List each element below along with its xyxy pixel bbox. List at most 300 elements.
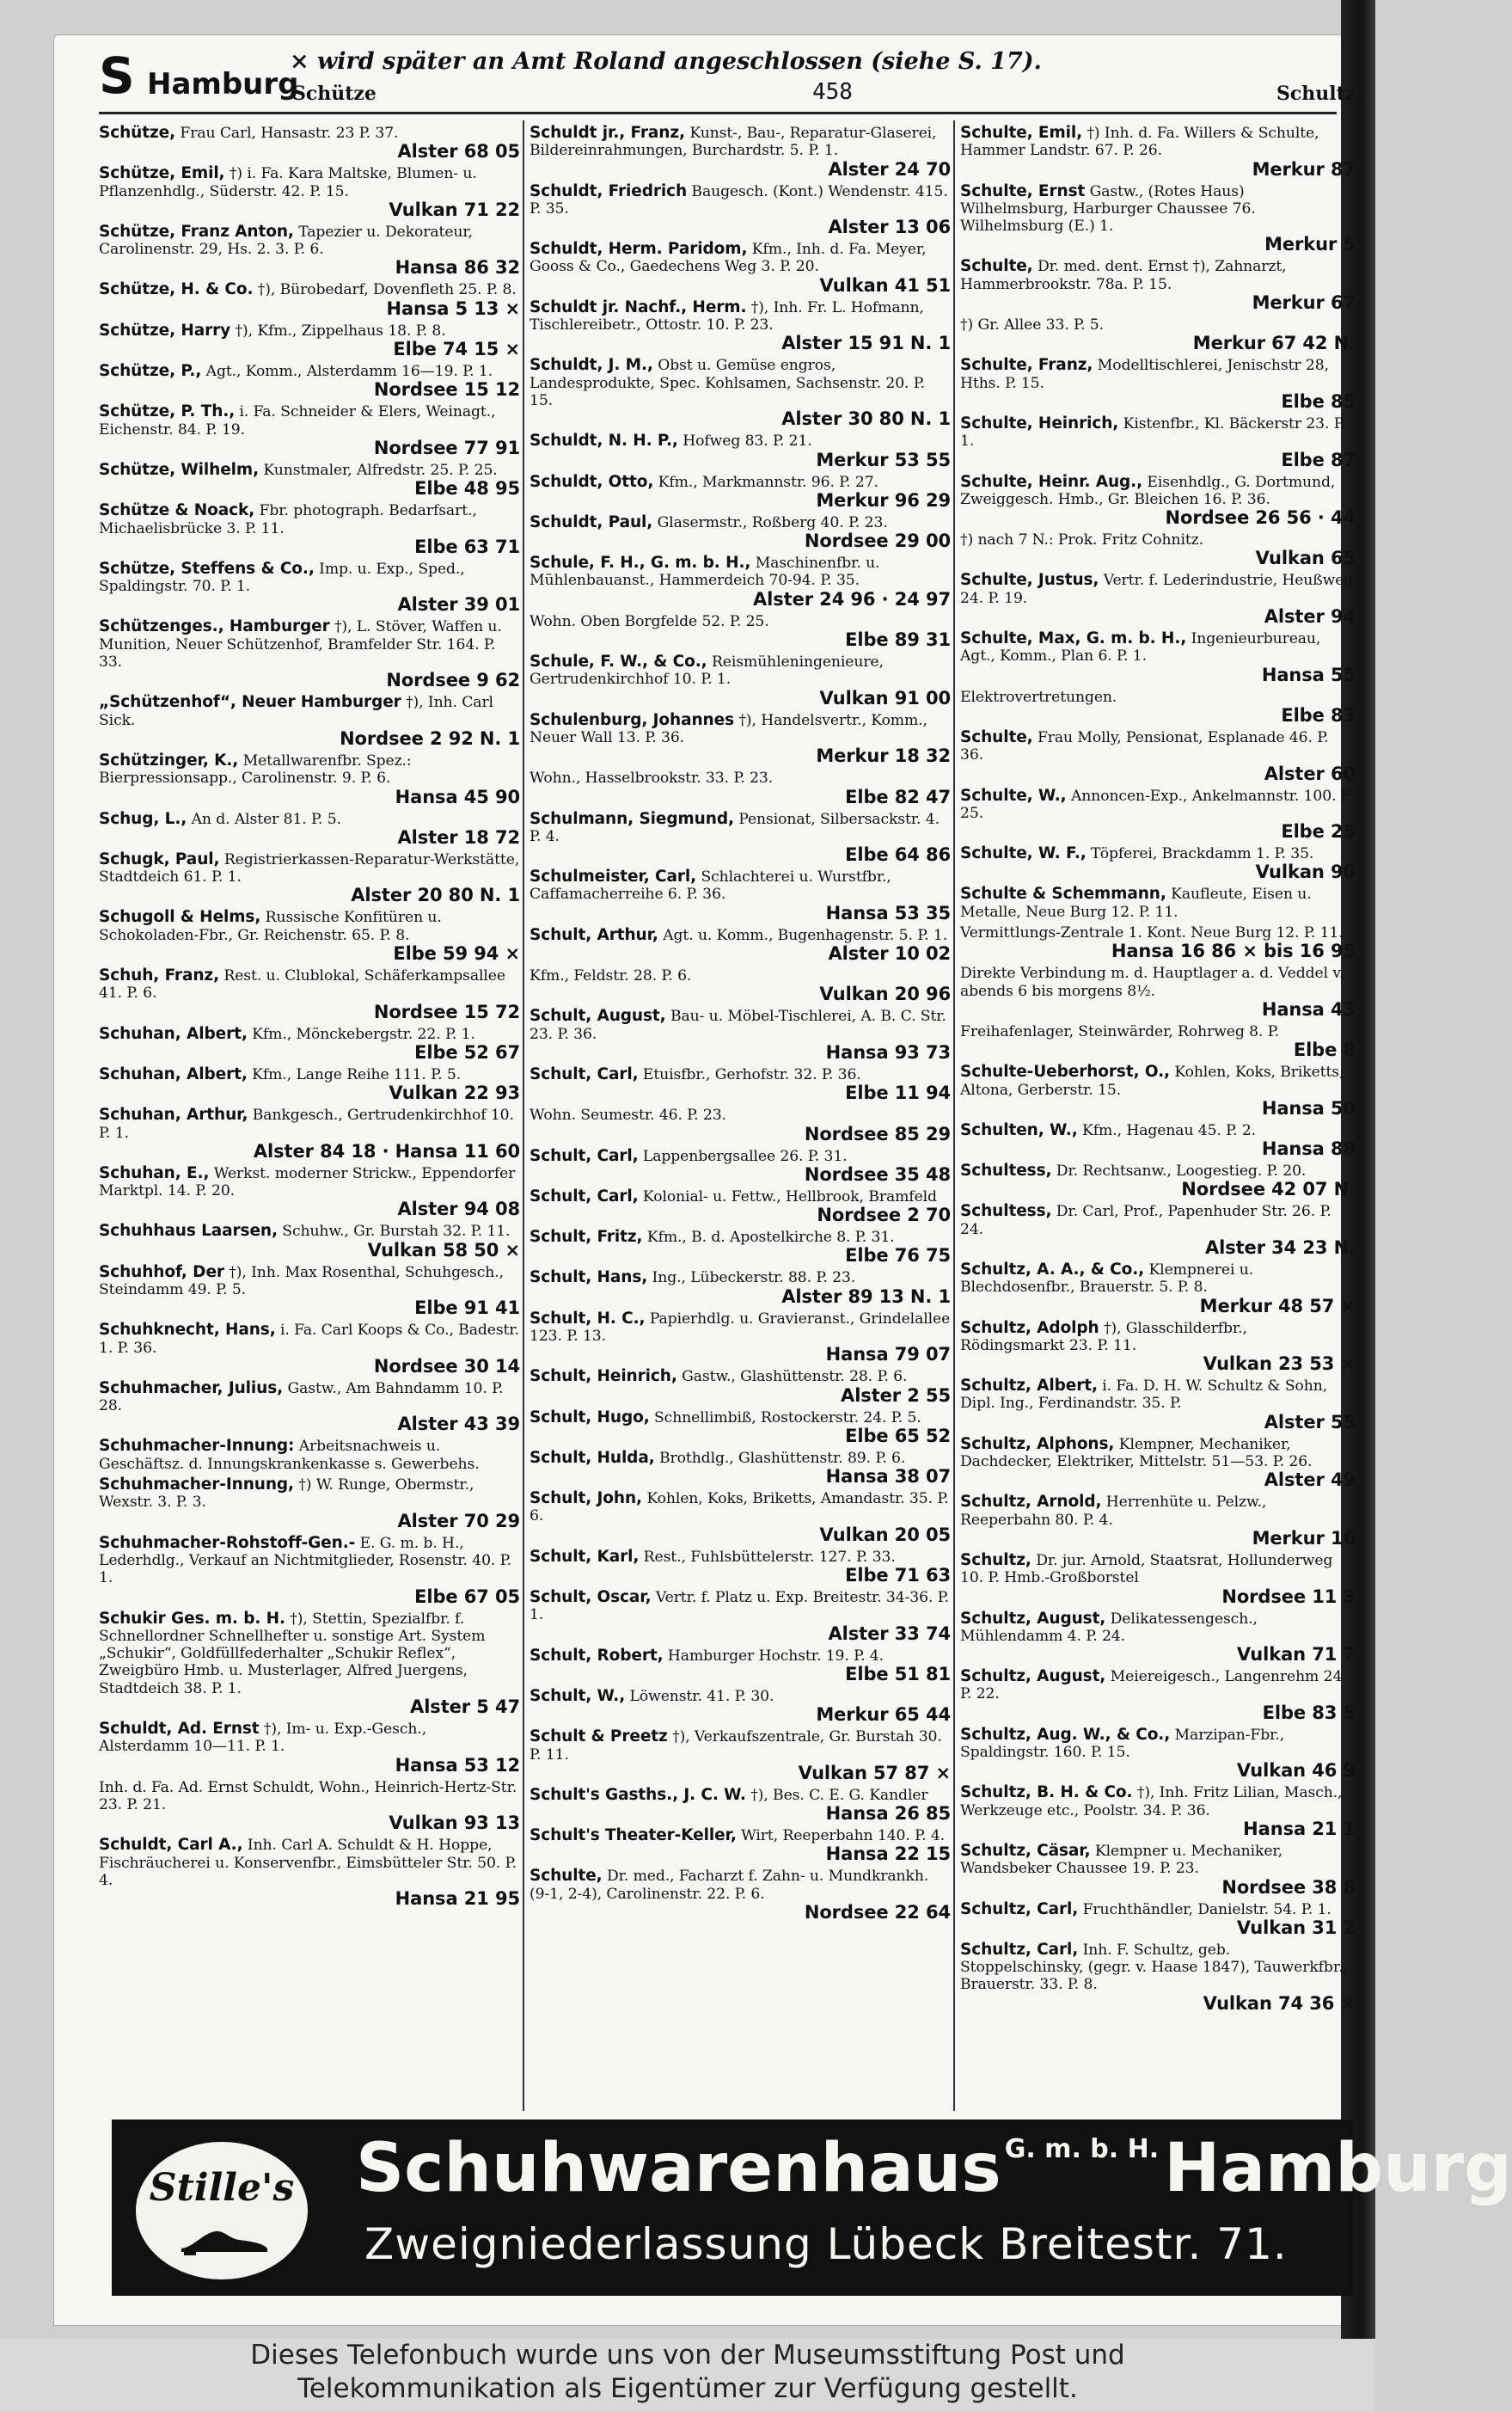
entry-name: Schuhan, Albert, (99, 1024, 248, 1043)
entry-details: Rest. u. Clublokal, Schäferkampsallee 41. P. 6. (99, 967, 505, 1003)
entry-name: Schulte, (960, 257, 1033, 276)
entry-details: Klempner, Mechaniker, Dachdecker, Elektriker, Mittelstr. 51—53. P. 26. (960, 1435, 1313, 1471)
entry-phone: Vulkan 23 53 × (1203, 1353, 1356, 1375)
entry-phone: Nordsee 38 8 (1221, 1876, 1356, 1898)
entry-name: Schuldt, J. M., (530, 356, 653, 375)
directory-entry (99, 1026, 520, 1063)
entry-name: Schult, Hans, (530, 1268, 648, 1287)
entry-phone: Vulkan 90 (1255, 862, 1356, 883)
entry-name: Schultz, A. A., & Co., (960, 1260, 1145, 1279)
directory-entry (960, 258, 1356, 313)
directory-entry (530, 299, 951, 354)
entry-name: Schütze, Wilhelm, (99, 460, 260, 479)
entry-phone: Vulkan 22 93 (389, 1083, 520, 1104)
directory-entry (99, 1223, 520, 1260)
entry-details: †), Inh. Fritz Lilian, Masch., Werkzeuge etc., Poolstr. 34. P. 36. (960, 1784, 1343, 1819)
entry-details: Agt. u. Komm., Bugenhagenstr. 5. P. 1. (663, 926, 948, 944)
directory-entry (530, 868, 951, 923)
directory-entry (960, 689, 1356, 726)
entry-details: Arbeitsnachweis u. Geschäftsz. d. Innungskrankenkasse s. Gewerbehs. (99, 1438, 480, 1473)
entry-name: Schule, F. H., G. m. b. H., (530, 554, 751, 573)
entry-phone: Vulkan 31 2 (1236, 1917, 1356, 1938)
entry-phone: Hansa 22 15 (825, 1844, 951, 1865)
entry-phone: Merkur 53 55 (816, 449, 951, 470)
entry-phone: Vulkan 71 22 (389, 199, 520, 220)
entry-phone: Nordsee 2 70 (817, 1205, 951, 1226)
entry-details: i. Fa. Schneider & Elers, Weinagt., Eichenstr. 84. P. 19. (99, 403, 496, 439)
entry-phone: Hansa 79 07 (825, 1344, 951, 1365)
entry-name: Schulte-Ueberhorst, O., (960, 1063, 1170, 1082)
entry-details: †) i. Fa. Kara Maltske, Blumen- u. Pflanzenhdlg., Süderstr. 42. P. 15. (99, 165, 477, 200)
entry-name: Schulenburg, Johannes (530, 710, 734, 729)
entry-name: Schulte, Franz, (960, 356, 1093, 375)
entry-name: Schulte, Heinr. Aug., (960, 472, 1143, 491)
entry-phone: Alster 13 06 (828, 217, 951, 238)
entry-details: Vertr. f. Lederindustrie, Heußweg 24. P. 19. (960, 572, 1354, 607)
entry-details: Kfm., Hagenau 45. P. 2. (1082, 1121, 1257, 1139)
entry-phone: Elbe 74 15 × (393, 339, 520, 360)
entry-phone: Vulkan 57 87 × (798, 1762, 951, 1783)
entry-details: Kfm., B. d. Apostelkirche 8. P. 31. (646, 1229, 895, 1247)
entry-phone: Vulkan 93 13 (389, 1813, 520, 1834)
entry-phone: Alster 5 47 (410, 1696, 520, 1718)
entry-details: Meiereigesch., Langenrehm 24. P. 22. (960, 1668, 1347, 1703)
directory-entry (530, 653, 951, 709)
entry-details: †), L. Stöver, Waffen u. Munition, Neuer Schützenhof, Bramfelder Str. 164. P. 33. (99, 618, 502, 672)
entry-details: An d. Alster 81. P. 5. (191, 810, 341, 828)
directory-entry (99, 1476, 520, 1531)
entry-phone: Elbe 11 94 (845, 1083, 951, 1104)
entry-name: Schulte, Ernst (960, 181, 1086, 200)
directory-entry (530, 1549, 951, 1586)
shop-name: Schuhwarenhaus (356, 2130, 1001, 2207)
directory-entry (960, 729, 1356, 784)
entry-details: Lappenbergsallee 26. P. 31. (642, 1147, 848, 1165)
entry-phone: Nordsee 26 56 · 44 (1165, 507, 1356, 529)
entry-details: Klempner u. Mechaniker, Wandsbeker Chaussee 19. P. 23. (960, 1842, 1283, 1878)
entry-details: Kunstmaler, Alfredstr. 25. P. 25. (263, 461, 498, 479)
entry-details: Brothdlg., Glashüttenstr. 89. P. 6. (659, 1449, 906, 1467)
directory-entry (530, 1728, 951, 1783)
entry-phone: Elbe 48 95 (414, 478, 520, 500)
directory-entry (99, 1264, 520, 1319)
entry-details: †), Bürobedarf, Dovenfleth 25. P. 8. (257, 281, 517, 299)
entry-phone: Hansa 86 32 (395, 257, 520, 279)
directory-entry (530, 183, 951, 238)
entry-phone: Alster 60 (1264, 763, 1356, 784)
directory-entry (960, 924, 1356, 961)
entry-name: Schult, W., (530, 1686, 626, 1705)
entry-name: Schult & Preetz (530, 1727, 668, 1746)
entry-details: E. G. m. b. H., Lederhdlg., Verkauf an Nichtmitglieder, Rosenstr. 40. P. 1. (99, 1534, 511, 1587)
entry-phone: Nordsee 15 72 (373, 1001, 520, 1022)
entry-phone: Nordsee 35 48 (804, 1163, 951, 1185)
entry-phone: Hansa 93 73 (825, 1041, 951, 1063)
entry-phone: Hansa 26 85 (825, 1803, 951, 1825)
entry-phone: Hansa 43 (1261, 998, 1356, 1020)
entry-phone: Merkur 16 (1252, 1527, 1356, 1549)
entry-phone: Alster 55 (1264, 1411, 1356, 1432)
entry-phone: Alster 20 80 N. 1 (351, 885, 520, 906)
directory-entry (99, 967, 520, 1022)
entry-phone: Hansa 55 (1261, 664, 1356, 685)
entry-phone: Nordsee 30 14 (373, 1355, 520, 1377)
entry-phone: Alster 49 (1264, 1469, 1356, 1491)
entry-phone: Elbe 67 05 (414, 1586, 520, 1607)
entry-details: Töpferei, Brackdamm 1. P. 35. (1091, 845, 1314, 863)
entry-name: Schuhknecht, Hans, (99, 1321, 276, 1340)
directory-entry (99, 281, 520, 318)
column-2 (530, 125, 951, 1926)
entry-details: Kaufleute, Eisen u. Metalle, Neue Burg 12. P. 11. (960, 886, 1312, 921)
first-entry-name: Schütze (292, 83, 376, 105)
header-note: × wird später an Amt Roland angeschlossen (siehe S. 17). (290, 48, 1042, 75)
entry-details: Modelltischlerei, Jenischstr 28, Hths. P. 15. (960, 357, 1329, 392)
last-entry-name: Schultz (1276, 83, 1356, 105)
directory-entry (960, 1436, 1356, 1491)
directory-entry (99, 224, 520, 279)
entry-name: Schultz, Alphons, (960, 1434, 1115, 1453)
directory-entry (530, 1688, 951, 1725)
entry-phone: Alster 89 13 N. 1 (781, 1285, 951, 1307)
entry-phone: Alster 84 18 · Hansa 11 60 (253, 1140, 520, 1162)
entry-details: Papierhdlg. u. Gravieranst., Grindelallee 123. P. 13. (530, 1310, 951, 1345)
entry-name: Schult, Carl, (530, 1146, 639, 1165)
directory-entry (530, 1229, 951, 1266)
entry-details: †), Handelsvertr., Komm., Neuer Wall 13. P. 36. (530, 711, 927, 746)
entry-phone: Merkur 96 29 (816, 489, 951, 511)
directory-entry (530, 811, 951, 866)
directory-entry (530, 1008, 951, 1063)
entry-details: Dr. med., Facharzt f. Zahn- u. Mundkrankh. (9-1, 2-4), Carolinenstr. 22. P. 6. (530, 1868, 929, 1903)
entry-name: Schuldt, Friedrich (530, 181, 688, 200)
entry-phone: Alster 43 39 (397, 1414, 520, 1435)
entry-details: i. Fa. D. H. W. Schultz & Sohn, Dipl. Ing., Ferdinandstr. 35. P. (960, 1377, 1328, 1413)
directory-entry (530, 1490, 951, 1545)
entry-phone: Elbe 8 (1293, 1040, 1356, 1061)
directory-entry (530, 241, 951, 296)
entry-name: Schuhhaus Laarsen, (99, 1222, 278, 1241)
entry-phone: Vulkan 20 96 (819, 984, 951, 1005)
entry-name: Schultz, (960, 1550, 1031, 1569)
entry-details: †), Im- u. Exp.-Gesch., Alsterdamm 10—11. P. 1. (99, 1721, 427, 1756)
entry-phone: Hansa 16 86 × bis 16 95 (1111, 941, 1356, 962)
entry-details: Kfm., Mönckebergstr. 22. P. 1. (252, 1025, 475, 1043)
entry-phone: Merkur 48 57 × (1199, 1295, 1356, 1316)
directory-entry (530, 1868, 951, 1923)
entry-details: Wohn. Seumestr. 46. P. 23. (530, 1107, 726, 1125)
header-rule (99, 112, 1337, 114)
directory-entry (99, 752, 520, 807)
column-1 (99, 125, 520, 1912)
entry-phone: Nordsee 11 3 (1221, 1586, 1356, 1607)
entry-details: Ing., Lübeckerstr. 88. P. 23. (652, 1269, 856, 1287)
directory-entry (530, 1787, 951, 1824)
directory-entry (99, 1107, 520, 1162)
entry-phone: Alster 15 91 N. 1 (781, 333, 951, 354)
page-header (99, 43, 1356, 105)
entry-details: Herrenhüte u. Pelzw., Reeperbahn 80. P. 4. (960, 1494, 1267, 1529)
directory-entry (99, 1066, 520, 1103)
entry-details: Wohn., Hasselbrookstr. 33. P. 23. (530, 770, 774, 788)
directory-entry (960, 965, 1356, 1020)
entry-phone: Hansa 50 (1261, 1097, 1356, 1119)
entry-phone: Elbe 65 52 (845, 1425, 951, 1446)
directory-entry (960, 183, 1356, 255)
entry-details: Kfm., Inh. d. Fa. Meyer, Gooss & Co., Gaedechens Weg 3. P. 20. (530, 241, 927, 276)
entry-name: Schult, Hulda, (530, 1448, 655, 1467)
entry-details: Bankgesch., Gertrudenkirchhof 10. P. 1. (99, 1107, 514, 1142)
entry-phone: Alster 24 70 (828, 158, 951, 180)
entry-details: Dr. med. dent. Ernst †), Zahnarzt, Hammerbrookstr. 78a. P. 15. (960, 258, 1287, 293)
entry-name: Schult, Oscar, (530, 1588, 652, 1607)
entry-phone: Hansa 45 90 (395, 786, 520, 807)
directory-entry (960, 1203, 1356, 1258)
entry-details: Gastw., Am Bahndamm 10. P. 28. (99, 1379, 504, 1415)
entry-phone: Alster 94 (1264, 606, 1356, 628)
entry-name: Schulmann, Siegmund, (530, 809, 734, 828)
entry-name: Schultz, Arnold, (960, 1493, 1102, 1512)
directory-entry (99, 125, 520, 162)
entry-details: Inh. F. Schultz, geb. Stoppelschinsky, (gegr. v. Haase 1847), Tauwerkfbr., Brauerstr. 33. P. 8. (960, 1941, 1348, 1994)
entry-phone: Merkur 65 44 (816, 1704, 951, 1726)
entry-name: Schultz, Carl, (960, 1940, 1079, 1959)
entry-phone: Elbe 71 63 (845, 1565, 951, 1586)
entry-name: Schuldt, Carl A., (99, 1836, 243, 1855)
entry-details: Kfm., Markmannstr. 96. P. 27. (658, 473, 878, 491)
directory-entry (960, 886, 1356, 921)
entry-details: Delikatessengesch., Mühlendamm 4. P. 24. (960, 1610, 1258, 1645)
entry-phone: Merkur 67 42 N. (1192, 333, 1356, 354)
entry-details: Fbr. photograph. Bedarfsart., Michaelisbrücke 3. P. 11. (99, 502, 477, 537)
directory-entry (960, 1064, 1356, 1119)
entry-phone: Alster 94 08 (397, 1199, 520, 1220)
directory-entry (530, 1066, 951, 1103)
entry-name: Schuldt jr. Nachf., Herm. (530, 298, 747, 316)
entry-details: Agt., Komm., Alsterdamm 16—19. P. 1. (205, 363, 493, 381)
entry-name: Schult, August, (530, 1007, 666, 1026)
directory-entry (960, 572, 1356, 627)
entry-details: Kohlen, Koks, Briketts, Altona, Gerberstr. 15. (960, 1064, 1344, 1099)
directory-entry (960, 1163, 1356, 1199)
entry-phone: Nordsee 9 62 (386, 670, 520, 691)
entry-name: Schuhmacher-Innung: (99, 1437, 295, 1456)
entry-details: †) W. Runge, Obermstr., Wexstr. 3. P. 3. (99, 1476, 474, 1512)
directory-entry (530, 433, 951, 469)
entry-phone: Hansa 53 35 (825, 902, 951, 923)
entry-details: Kfm., Lange Reihe 111. P. 5. (252, 1065, 462, 1083)
directory-entry (99, 403, 520, 458)
entry-details: †) Gr. Allee 33. P. 5. (960, 316, 1104, 334)
directory-entry (530, 1310, 951, 1365)
entry-name: Schulte & Schemmann, (960, 885, 1166, 904)
entry-name: Schuldt, Ad. Ernst (99, 1720, 260, 1739)
directory-entry (530, 770, 951, 807)
directory-entry (530, 125, 951, 180)
entry-details: †), Bes. C. E. G. Kandler (750, 1786, 928, 1804)
directory-entry (530, 555, 951, 610)
entry-name: Schultess, (960, 1202, 1052, 1221)
entry-phone: Vulkan 41 51 (819, 274, 951, 296)
entry-name: Schütze, Harry (99, 321, 231, 340)
entry-phone: Elbe 83 5 (1262, 1702, 1356, 1723)
entry-details: Frau Carl, Hansastr. 23 P. 37. (180, 125, 399, 142)
directory-entry (530, 967, 951, 1004)
directory-entry (530, 1450, 951, 1487)
directory-entry (99, 1837, 520, 1909)
entry-phone: Nordsee 85 29 (804, 1123, 951, 1144)
entry-phone: Alster 30 80 N. 1 (781, 408, 951, 430)
entry-details: Rest., Fuhlsbüttelerstr. 127. P. 33. (643, 1548, 896, 1566)
directory-entry (99, 1438, 520, 1473)
entry-phone: Nordsee 29 00 (804, 531, 951, 552)
entry-name: Schugk, Paul, (99, 850, 220, 868)
entry-name: Schützinger, K., (99, 751, 239, 770)
entry-phone: Alster 39 01 (397, 594, 520, 616)
entry-phone: Merkur 18 32 (816, 745, 951, 767)
directory-entry (960, 1784, 1356, 1839)
entry-details: Russische Konfitüren u. Schokoladen-Fbr., Gr. Reichenstr. 65. P. 8. (99, 909, 442, 944)
entry-name: Schultz, August, (960, 1667, 1106, 1686)
entry-phone: Elbe 89 31 (845, 629, 951, 651)
directory-entry (960, 1023, 1356, 1060)
entry-details: Kfm., Feldstr. 28. P. 6. (530, 967, 692, 985)
entry-phone: Elbe 25 (1281, 821, 1356, 843)
page-number: 458 (812, 79, 853, 105)
directory-entry (99, 165, 520, 220)
entry-details: Klempnerei u. Blechdosenfbr., Brauerstr. 5. P. 8. (960, 1261, 1254, 1297)
logo-text: Stille's (149, 2166, 295, 2210)
directory-entry (530, 712, 951, 767)
entry-name: Schuldt jr., Franz, (530, 124, 685, 142)
entry-details: Kistenfbr., Kl. Bäckerstr 23. P. 1. (960, 414, 1346, 451)
entry-details: Metallwarenfbr. Spez.: Bierpressionsapp., Carolinenstr. 9. P. 6. (99, 752, 412, 788)
entry-phone: Elbe 59 94 × (393, 943, 520, 965)
entry-phone: Merkur 87 (1252, 158, 1356, 180)
entry-phone: Vulkan 20 05 (819, 1524, 951, 1545)
directory-entry (99, 363, 520, 400)
entry-details: †) nach 7 N.: Prok. Fritz Cohnitz. (960, 531, 1203, 549)
entry-details: †), Stettin, Spezialfbr. f. Schnellordner Schnellhefter u. sonstige Art. System „Schukir“, Goldfüllfederhalter „Schukir Reflex“, Zweigbüro Hmb. u. Musterlager, Alfred Juergens, Stadtdeich 38. P. 1. (99, 1610, 486, 1697)
entry-name: Schuldt, N. H. P., (530, 432, 678, 451)
directory-entry (530, 1589, 951, 1644)
entry-name: Schult, Carl, (530, 1064, 639, 1083)
directory-entry (960, 1668, 1356, 1723)
entry-phone: Vulkan 65 (1255, 548, 1356, 569)
directory-entry (960, 316, 1356, 353)
entry-name: Schulte, W., (960, 786, 1067, 805)
entry-phone: Alster 24 96 · 24 97 (752, 588, 951, 610)
entry-name: Schützenges., Hamburger (99, 617, 330, 636)
footer-line-2: Telekommunikation als Eigentümer zur Verfügung gestellt. (297, 2373, 1078, 2404)
entry-name: Schult, Hugo, (530, 1408, 650, 1426)
entry-name: Schuhmacher-Innung, (99, 1475, 294, 1494)
entry-details: Reismühleningenieure, Gertrudenkirchhof 10. P. 1. (530, 653, 884, 689)
entry-name: Schulmeister, Carl, (530, 868, 697, 886)
directory-entry (960, 630, 1356, 685)
entry-name: Schult, Arthur, (530, 925, 658, 944)
entry-phone: Merkur 67 (1252, 292, 1356, 314)
entry-phone: Hansa 38 07 (825, 1466, 951, 1488)
city-name: Hamburg (147, 67, 299, 101)
directory-entry (99, 502, 520, 557)
entry-phone: Alster 34 23 N. (1204, 1236, 1356, 1258)
entry-name: Schult's Theater-Keller, (530, 1826, 737, 1845)
entry-details: Obst u. Gemüse engros, Landesprodukte, Spec. Kohlsamen, Sachsenstr. 20. P. 15. (530, 357, 926, 409)
entry-name: Schukir Ges. m. b. H. (99, 1609, 285, 1628)
entry-name: Schuhan, E., (99, 1163, 210, 1182)
entry-phone: Nordsee 42 07 N. (1181, 1179, 1356, 1200)
entry-details: Wohn. Oben Borgfelde 52. P. 25. (530, 612, 769, 630)
entry-details: Vermittlungs-Zentrale 1. Kont. Neue Burg 12. P. 11. (960, 924, 1344, 942)
directory-entry (99, 1779, 520, 1834)
entry-name: Schütze, (99, 124, 176, 142)
directory-entry (99, 1721, 520, 1776)
entry-name: Schultz, August, (960, 1609, 1106, 1628)
entry-name: Schulte, W. F., (960, 844, 1087, 863)
directory-entry (530, 357, 951, 429)
entry-details: Marzipan-Fbr., Spaldingstr. 160. P. 15. (960, 1726, 1285, 1762)
entry-details: i. Fa. Carl Koops & Co., Badestr. 1. P. 36. (99, 1322, 519, 1357)
entry-name: Schulte, Emil, (960, 124, 1083, 142)
directory-entry (530, 613, 951, 650)
entry-details: Wirt, Reeperbahn 140. P. 4. (741, 1827, 946, 1845)
entry-name: Schug, L., (99, 809, 187, 828)
entry-details: Direkte Verbindung m. d. Hauptlager a. d. Veddel v. abends 6 bis morgens 8½. (960, 965, 1344, 1000)
directory-entry (960, 1320, 1356, 1375)
directory-entry (530, 927, 951, 964)
directory-entry (99, 1165, 520, 1220)
directory-entry (960, 415, 1356, 470)
entry-details: Schlachterei u. Wurstfbr., Caffamacherreihe 6. P. 36. (530, 868, 891, 904)
entry-phone: Alster 2 55 (841, 1384, 951, 1406)
entry-details: Eisenhdlg., G. Dortmund, Zweiggesch. Hmb., Gr. Bleichen 16. P. 36. (960, 473, 1336, 508)
directory-entry (530, 1269, 951, 1306)
directory-entry (530, 514, 951, 551)
entry-phone: Elbe 76 75 (845, 1245, 951, 1267)
entry-details: Inh. Carl A. Schuldt & H. Hoppe, Fischräucherei u. Konservenfbr., Eimsbütteler Str. 50. P. 4. (99, 1837, 517, 1889)
directory-entry (99, 811, 520, 848)
entry-details: Bau- u. Möbel-Tischlerei, A. B. C. Str. 23. P. 36. (530, 1008, 946, 1043)
entry-name: Schultess, (960, 1162, 1052, 1181)
entry-name: Schult, Carl, (530, 1187, 639, 1206)
entry-phone: Nordsee 2 92 N. 1 (340, 727, 520, 749)
directory-entry (960, 474, 1356, 529)
entry-details: Pensionat, Silbersackstr. 4. P. 4. (530, 810, 940, 845)
directory-entry (530, 474, 951, 511)
entry-phone: Hansa 88 (1261, 1138, 1356, 1160)
entry-details: Werkst. moderner Strickw., Eppendorfer Marktpl. 14. P. 20. (99, 1164, 516, 1200)
directory-entry (960, 1552, 1356, 1607)
entry-details: Frau Molly, Pensionat, Esplanade 46. P. 36. (960, 728, 1329, 764)
directory-entry (530, 1368, 951, 1405)
entry-name: Schultz, Cäsar, (960, 1841, 1091, 1860)
entry-details: Dr. Rechtsanw., Loogestieg. P. 20. (1056, 1163, 1307, 1181)
shop-city: Hamburg (1164, 2130, 1512, 2207)
directory-entry (99, 1380, 520, 1435)
directory-entry (960, 125, 1356, 180)
entry-details: Registrierkassen-Reparatur-Werkstätte, Stadtdeich 61. P. 1. (99, 850, 520, 886)
entry-phone: Elbe 64 86 (845, 844, 951, 866)
entry-phone: Hansa 5 13 × (386, 298, 520, 319)
entry-name: Schultz, Albert, (960, 1377, 1098, 1396)
entry-details: †), Inh. Carl Sick. (99, 694, 493, 729)
entry-name: Schult, Heinrich, (530, 1367, 677, 1386)
directory-entry (99, 1610, 520, 1717)
entry-phone: Elbe 82 47 (845, 786, 951, 807)
entry-phone: Nordsee 77 91 (373, 437, 520, 458)
column-divider (523, 120, 524, 2111)
